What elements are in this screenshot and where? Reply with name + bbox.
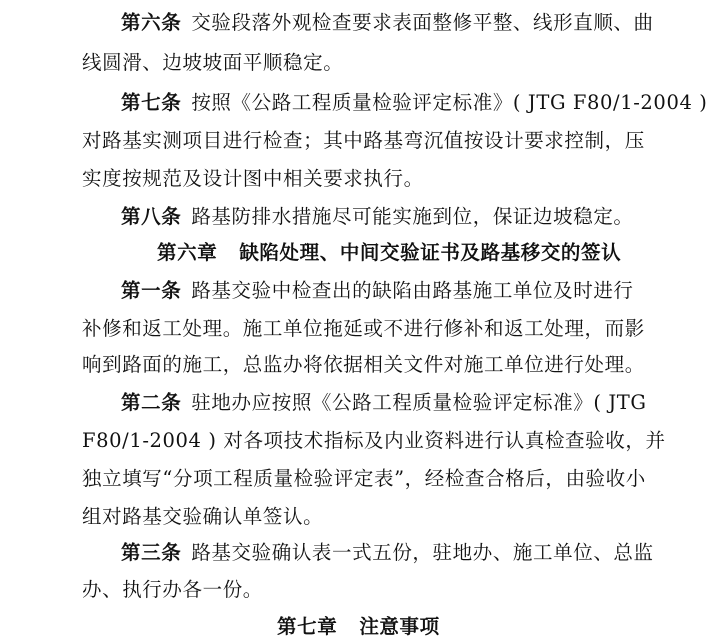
ch6-article-1-text-3: 响到路面的施工，总监办将依据相关文件对施工单位进行处理。 (82, 353, 645, 376)
ch6-article-2-text-1: 驻地办应按照《公路工程质量检验评定标准》( JTG (191, 391, 647, 414)
chapter-7-heading (277, 614, 440, 640)
ch6-article-1-label: 第一条 (121, 279, 182, 302)
article-7-label: 第七条 (121, 91, 182, 114)
article-7-line-3 (82, 166, 424, 192)
article-8-text-1: 路基防排水措施尽可能实施到位，保证边坡稳定。 (191, 205, 634, 228)
ch6-article-3-text-1: 路基交验确认表一式五份，驻地办、施工单位、总监 (191, 541, 654, 564)
article-6-label: 第六条 (121, 11, 182, 34)
ch6-article-2-text-3: 独立填写“分项工程质量检验评定表”，经检查合格后，由验收小 (82, 467, 646, 490)
ch6-article-3-label: 第三条 (121, 541, 182, 564)
ch6-article-1-line-1 (121, 278, 634, 304)
ch6-article-2-line-1 (121, 390, 647, 416)
ch6-article-3-line-2 (82, 577, 263, 603)
article-7-line-1 (121, 90, 707, 116)
chapter-6-heading (157, 240, 621, 266)
ch6-article-1-text-1: 路基交验中检查出的缺陷由路基施工单位及时进行 (191, 279, 634, 302)
article-6-text-2: 线圆滑、边坡坡面平顺稳定。 (82, 51, 344, 74)
article-7-text-3: 实度按规范及设计图中相关要求执行。 (82, 167, 424, 190)
ch6-article-3-text-2: 办、执行办各一份。 (82, 578, 263, 601)
ch6-article-1-line-3 (82, 352, 645, 378)
ch6-article-3-line-1 (121, 540, 654, 566)
article-6-line-2 (82, 50, 343, 76)
article-7-line-2 (82, 128, 645, 154)
article-6-text-1: 交验段落外观检查要求表面整修平整、线形直顺、曲 (191, 11, 654, 34)
article-6-line-1 (121, 10, 654, 36)
ch6-article-2-text-2: F80/1-2004 ) 对各项技术指标及内业资料进行认真检查验收，并 (82, 429, 666, 452)
ch6-article-1-line-2 (82, 316, 645, 342)
chapter-7-number: 第七章 (277, 615, 338, 638)
ch6-article-2-label: 第二条 (121, 391, 182, 414)
article-7-text-2: 对路基实测项目进行检查；其中路基弯沉值按设计要求控制，压 (82, 129, 645, 152)
article-8-label: 第八条 (121, 205, 182, 228)
article-8-line-1 (121, 204, 634, 230)
ch6-article-1-text-2: 补修和返工处理。施工单位拖延或不进行修补和返工处理，而影 (82, 317, 645, 340)
ch6-article-2-line-3 (82, 466, 646, 492)
chapter-7-title: 注意事项 (359, 615, 440, 638)
ch6-article-2-line-2 (82, 428, 666, 454)
chapter-6-title: 缺陷处理、中间交验证书及路基移交的签认 (239, 241, 622, 264)
ch6-article-2-text-4: 组对路基交验确认单签认。 (82, 505, 324, 528)
ch6-article-2-line-4 (82, 504, 323, 530)
chapter-6-number: 第六章 (157, 241, 218, 264)
article-7-text-1: 按照《公路工程质量检验评定标准》( JTG F80/1-2004 ) (191, 91, 708, 114)
